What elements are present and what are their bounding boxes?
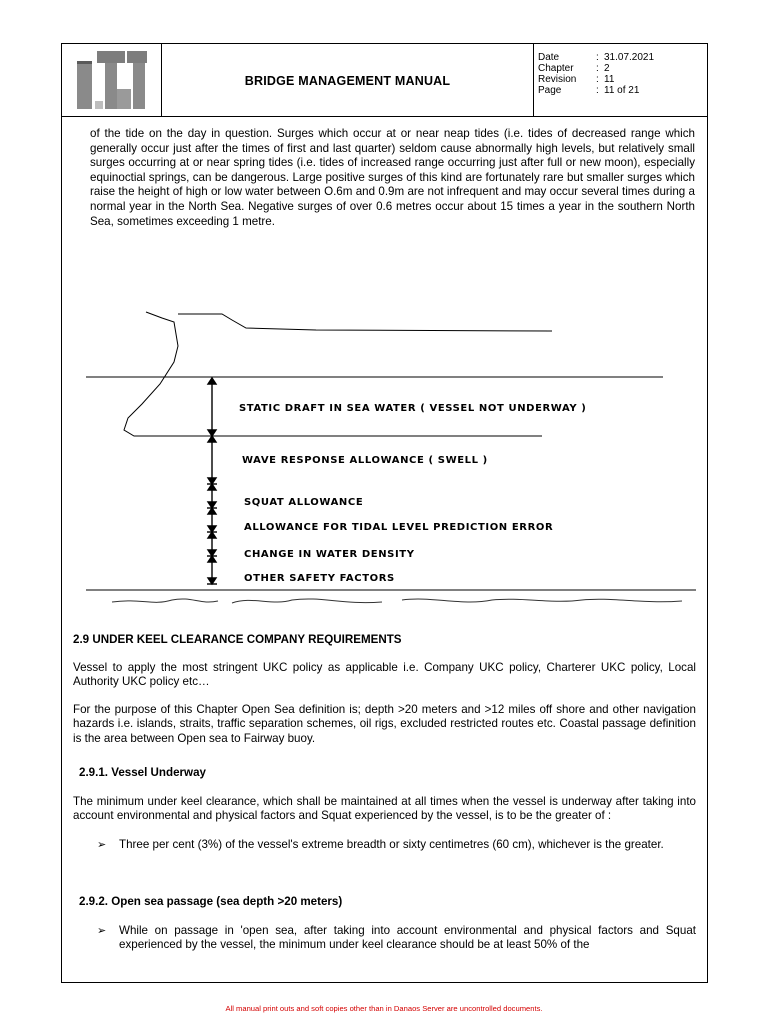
meta-value: 11 of 21 bbox=[604, 85, 640, 96]
meta-separator: : bbox=[596, 52, 599, 63]
meta-row-page bbox=[534, 85, 709, 96]
meta-label: Revision bbox=[538, 74, 577, 85]
label-water-density: CHANGE IN WATER DENSITY bbox=[244, 549, 415, 560]
label-wave-response: WAVE RESPONSE ALLOWANCE ( SWELL ) bbox=[242, 455, 488, 466]
paragraph: The minimum under keel clearance, which shall be maintained at all times when the vessel is underway after taking into account environmental and physical factors and Squat experienced by the vessel, is to be the greater of : bbox=[73, 794, 696, 823]
label-squat-allowance: SQUAT ALLOWANCE bbox=[244, 497, 364, 508]
document-meta bbox=[534, 44, 709, 116]
deck-line bbox=[178, 314, 552, 331]
meta-row-revision bbox=[534, 74, 709, 85]
section-2-9-2 bbox=[73, 895, 696, 953]
document-header bbox=[62, 44, 707, 117]
meta-value: 2 bbox=[604, 63, 610, 74]
bullet-text: While on passage in 'open sea, after taking into account environmental and physical factors and Squat experienced by the vessel, the minimum under keel clearance should be at least 50% of the bbox=[119, 923, 696, 952]
meta-label: Chapter bbox=[538, 63, 574, 74]
label-safety-factors: OTHER SAFETY FACTORS bbox=[244, 573, 395, 584]
bullet-item bbox=[73, 838, 696, 853]
intro-paragraph: of the tide on the day in question. Surges which occur at or near neap tides (i.e. tides of decreased range which generally occur just after the times of first and last quarter) seldom cause abnormally high levels, but relatively small surges occurring at or near spring tides (i.e. tides of increased range occurring just after full or new moon), especially equinoctial springs, can be dangerous. Large positive surges of this kind are fortunately rare but smaller surges which raise the height of high or low water between O.6m and 0.9m are not infrequent and may occur several times during a normal year in the North Sea. Negative surges of over 0.6 metres occur about 15 times a year in the southern North Sea, sometimes exceeding 1 metre. bbox=[90, 127, 695, 228]
ukc-diagram bbox=[82, 300, 696, 610]
label-static-draft: STATIC DRAFT IN SEA WATER ( VESSEL NOT UNDERWAY ) bbox=[239, 403, 587, 414]
meta-value: 11 bbox=[604, 74, 615, 85]
bullet-arrow-icon: ➢ bbox=[97, 838, 107, 851]
meta-row-date bbox=[534, 52, 709, 63]
bullet-arrow-icon: ➢ bbox=[97, 924, 107, 937]
paragraph: Vessel to apply the most stringent UKC policy as applicable i.e. Company UKC policy, Charterer UKC policy, Local Authority UKC policy etc… bbox=[73, 660, 696, 689]
dimension-arrows bbox=[207, 378, 217, 584]
section-heading: 2.9 UNDER KEEL CLEARANCE COMPANY REQUIREMENTS bbox=[73, 633, 402, 646]
bullet-item bbox=[73, 924, 696, 953]
meta-separator: : bbox=[596, 63, 599, 74]
uncontrolled-document-notice: All manual print outs and soft copies other than in Danaos Server are uncontrolled documents. bbox=[225, 1004, 543, 1013]
meta-label: Page bbox=[538, 85, 562, 96]
subsection-heading: 2.9.1. Vessel Underway bbox=[79, 766, 206, 779]
seabed-profile bbox=[112, 599, 682, 603]
meta-label: Date bbox=[538, 52, 560, 63]
company-logo bbox=[62, 44, 162, 116]
section-2-9 bbox=[73, 633, 696, 747]
subsection-heading: 2.9.2. Open sea passage (sea depth >20 meters) bbox=[79, 895, 343, 908]
manual-title bbox=[162, 44, 534, 116]
section-2-9-1 bbox=[73, 766, 696, 852]
meta-separator: : bbox=[596, 85, 599, 96]
paragraph: For the purpose of this Chapter Open Sea definition is; depth >20 meters and >12 miles off shore and other navigation hazards i.e. islands, straits, traffic separation schemes, oil rigs, excluded restricted routes etc. Coastal passage definition is the area between Open sea to Fairway buoy. bbox=[73, 702, 696, 745]
meta-separator: : bbox=[596, 74, 599, 85]
logo-icon bbox=[75, 49, 151, 111]
label-tidal-prediction: ALLOWANCE FOR TIDAL LEVEL PREDICTION ERROR bbox=[244, 522, 554, 533]
meta-row-chapter bbox=[534, 63, 709, 74]
manual-title-text: BRIDGE MANAGEMENT MANUAL bbox=[244, 74, 451, 88]
bullet-text: Three per cent (3%) of the vessel's extreme breadth or sixty centimetres (60 cm), whichever is the greater. bbox=[119, 837, 664, 851]
meta-value: 31.07.2021 bbox=[604, 52, 655, 63]
